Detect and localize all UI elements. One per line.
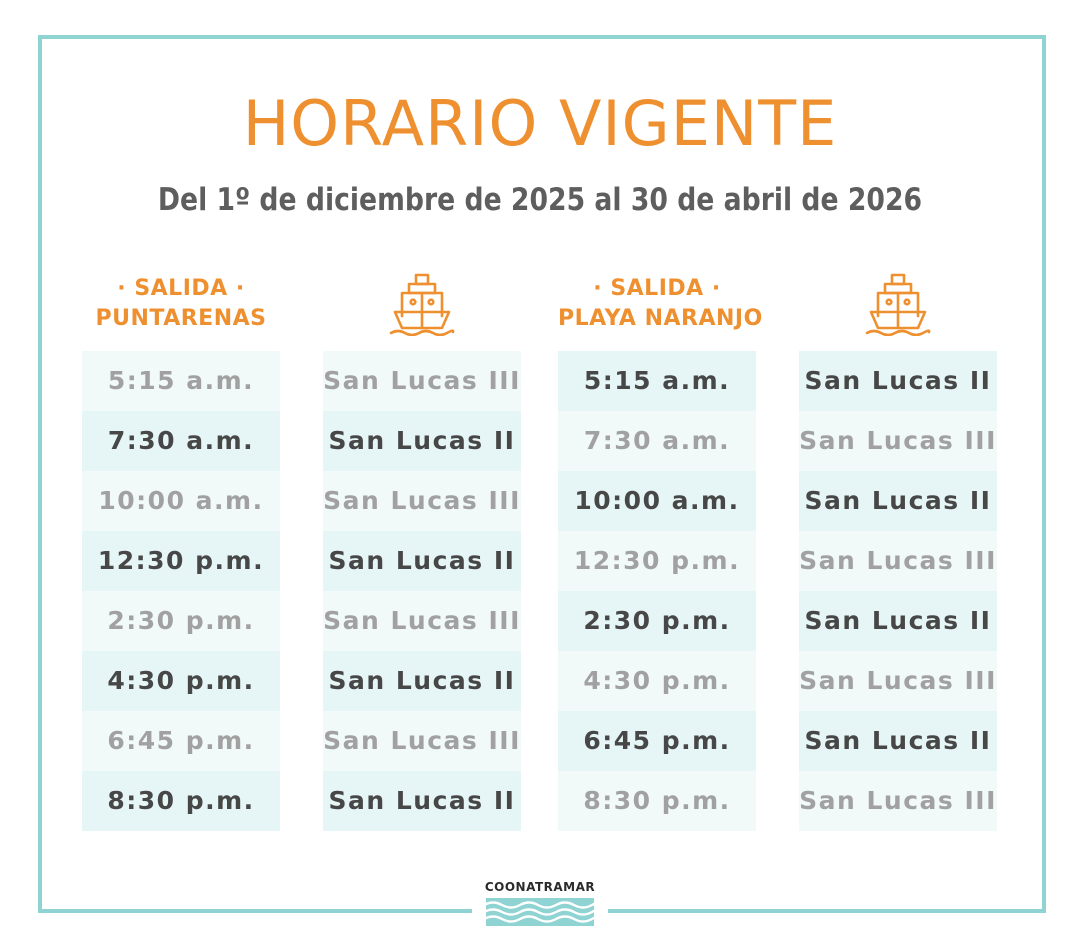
header-origin-label: PLAYA NARANJO bbox=[558, 306, 763, 331]
schedule-boat-cell: San Lucas III bbox=[323, 471, 521, 531]
schedule-time-cell: 12:30 p.m. bbox=[82, 531, 280, 591]
schedule-boat-cell: San Lucas II bbox=[323, 411, 521, 471]
header-salida-label: · SALIDA · bbox=[117, 276, 245, 301]
puntarenas-header bbox=[82, 262, 280, 351]
ship-header bbox=[323, 262, 521, 351]
naranjo-times-column bbox=[558, 262, 763, 831]
schedule-time-cell: 6:45 p.m. bbox=[558, 711, 756, 771]
puntarenas-boats-column bbox=[323, 262, 521, 831]
schedule-time-cell: 5:15 a.m. bbox=[82, 351, 280, 411]
schedule-boat-cell: San Lucas II bbox=[323, 771, 521, 831]
header-salida-label: · SALIDA · bbox=[593, 276, 721, 301]
schedule-boat-cell: San Lucas II bbox=[799, 351, 997, 411]
header-origin-label: PUNTARENAS bbox=[95, 306, 267, 331]
schedule-time-cell: 7:30 a.m. bbox=[558, 411, 756, 471]
schedule-boat-cell: San Lucas III bbox=[323, 351, 521, 411]
schedule-boat-cell: San Lucas II bbox=[323, 651, 521, 711]
schedule-time-cell: 8:30 p.m. bbox=[82, 771, 280, 831]
schedule-time-cell: 4:30 p.m. bbox=[82, 651, 280, 711]
schedule-time-cell: 2:30 p.m. bbox=[82, 591, 280, 651]
schedule-boat-cell: San Lucas III bbox=[799, 411, 997, 471]
schedule-boat-cell: San Lucas III bbox=[799, 531, 997, 591]
page-title: HORARIO VIGENTE bbox=[242, 87, 838, 160]
schedule-boat-cell: San Lucas III bbox=[323, 711, 521, 771]
naranjo-header bbox=[558, 262, 763, 351]
logo-wordmark: COONATRAMAR bbox=[484, 880, 596, 894]
schedule-time-cell: 4:30 p.m. bbox=[558, 651, 756, 711]
schedule-time-cell: 5:15 a.m. bbox=[558, 351, 756, 411]
page-subtitle: Del 1º de diciembre de 2025 al 30 de abril de 2026 bbox=[157, 182, 923, 218]
ship-icon bbox=[865, 272, 931, 336]
schedule-time-cell: 12:30 p.m. bbox=[558, 531, 756, 591]
schedule-time-cell: 10:00 a.m. bbox=[82, 471, 280, 531]
schedule-time-cell: 8:30 p.m. bbox=[558, 771, 756, 831]
schedule-time-cell: 10:00 a.m. bbox=[558, 471, 756, 531]
schedule-time-cell: 6:45 p.m. bbox=[82, 711, 280, 771]
schedule-time-cell: 2:30 p.m. bbox=[558, 591, 756, 651]
schedule-boat-cell: San Lucas II bbox=[799, 591, 997, 651]
ship-header bbox=[799, 262, 997, 351]
naranjo-boats-column bbox=[799, 262, 997, 831]
schedule-time-cell: 7:30 a.m. bbox=[82, 411, 280, 471]
ship-icon bbox=[389, 272, 455, 336]
schedule-boat-cell: San Lucas III bbox=[799, 651, 997, 711]
waves-logo-icon bbox=[486, 898, 594, 926]
puntarenas-times-column bbox=[82, 262, 280, 831]
schedule-boat-cell: San Lucas II bbox=[799, 711, 997, 771]
schedule-boat-cell: San Lucas II bbox=[323, 531, 521, 591]
schedule-boat-cell: San Lucas III bbox=[799, 771, 997, 831]
schedule-boat-cell: San Lucas II bbox=[799, 471, 997, 531]
schedule-boat-cell: San Lucas III bbox=[323, 591, 521, 651]
